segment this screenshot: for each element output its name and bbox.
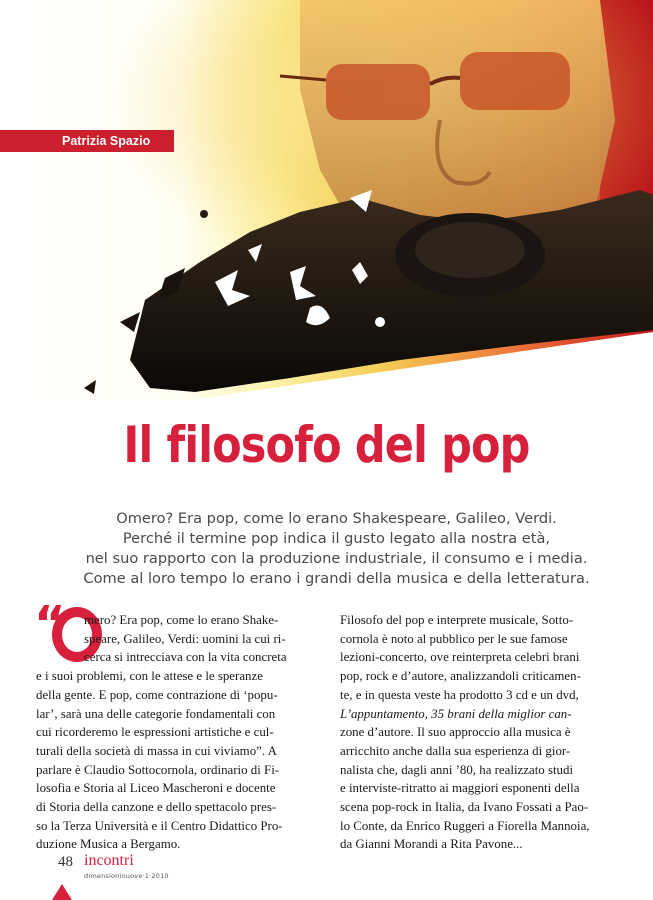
body-line: duzione Musica a Bergamo. xyxy=(36,837,181,852)
body-line: da Gianni Morandi a Rita Pavone... xyxy=(340,837,523,852)
opening-quote-mark: “ xyxy=(34,596,66,652)
body-line: cui ricorderemo le espressioni artistiche e cul- xyxy=(36,725,274,740)
lead-line: Omero? Era pop, come lo erano Shakespeare, Galileo, Verdi. xyxy=(116,510,557,527)
body-line: lar’, sarà una delle categorie fondamentali con xyxy=(36,706,276,721)
lead-line: Come al loro tempo lo erano i grandi della musica e della letteratura. xyxy=(83,570,590,587)
lead-line: nel suo rapporto con la produzione industriale, il consumo e i media. xyxy=(85,550,588,567)
body-line: scena pop-rock in Italia, da Ivano Fossati a Pao- xyxy=(340,800,589,815)
body-line: lezioni-concerto, ove reinterpreta celebri brani xyxy=(340,650,580,665)
body-line: lo Conte, da Enrico Ruggeri a Fiorella Mannoia, xyxy=(340,818,590,833)
headline: Il filosofo del pop xyxy=(123,416,530,474)
footer-issue: dimensioninuove·1·2010 xyxy=(84,872,169,880)
footer-brand: incontri xyxy=(84,852,134,869)
hero-photo xyxy=(0,0,653,400)
body-line: mero? Era pop, come lo erano Shake- xyxy=(84,613,279,627)
body-line: cerca si intrecciava con la vita concreta xyxy=(84,650,287,665)
body-column-left xyxy=(36,611,333,854)
body-line: nalista che, dagli anni ’80, ha realizzato studi xyxy=(340,762,574,777)
body-line: zone d’autore. Il suo approccio alla musica è xyxy=(340,725,571,740)
corner-triangle-icon xyxy=(52,884,72,900)
page-number: 48 xyxy=(58,854,73,870)
body-line: di Storia della canzone e dello spettacolo pres- xyxy=(36,800,277,815)
body-line: pop, rock e d’autore, analizzandoli criticamen- xyxy=(340,669,581,684)
lead-paragraph xyxy=(60,509,613,589)
body-line: losofia e Storia al Liceo Mascheroni e docente xyxy=(36,781,276,796)
body-line: cornola è noto al pubblico per le sue famose xyxy=(340,631,568,646)
body-line: della gente. E pop, come contrazione di ‘popu- xyxy=(36,687,278,702)
body-column-right xyxy=(340,611,605,854)
lead-line: Perché il termine pop indica il gusto legato alla nostra età, xyxy=(122,530,551,547)
body-line: e interviste-ritratto ai maggiori esponenti della xyxy=(340,781,580,796)
body-line: te, e in questa veste ha prodotto 3 cd e un dvd, xyxy=(340,687,579,702)
body-line: e i suoi problemi, con le attese e le speranze xyxy=(36,669,263,684)
body-line: arricchito anche dalla sua esperienza di gior- xyxy=(340,743,571,758)
body-line: L’appuntamento, 35 brani della miglior can- xyxy=(340,706,572,721)
body-line: turali della società di massa in cui viviamo”. A xyxy=(36,743,277,758)
body-line: parlare è Claudio Sottocornola, ordinario di Fi- xyxy=(36,762,280,777)
author-tag: Patrizia Spazio xyxy=(0,130,174,152)
body-line: Filosofo del pop e interprete musicale, Sotto- xyxy=(340,613,574,627)
body-line: speare, Galileo, Verdi: uomini la cui ri- xyxy=(84,631,286,646)
body-line: so la Terza Università e il Centro Didattico Pro- xyxy=(36,818,283,833)
